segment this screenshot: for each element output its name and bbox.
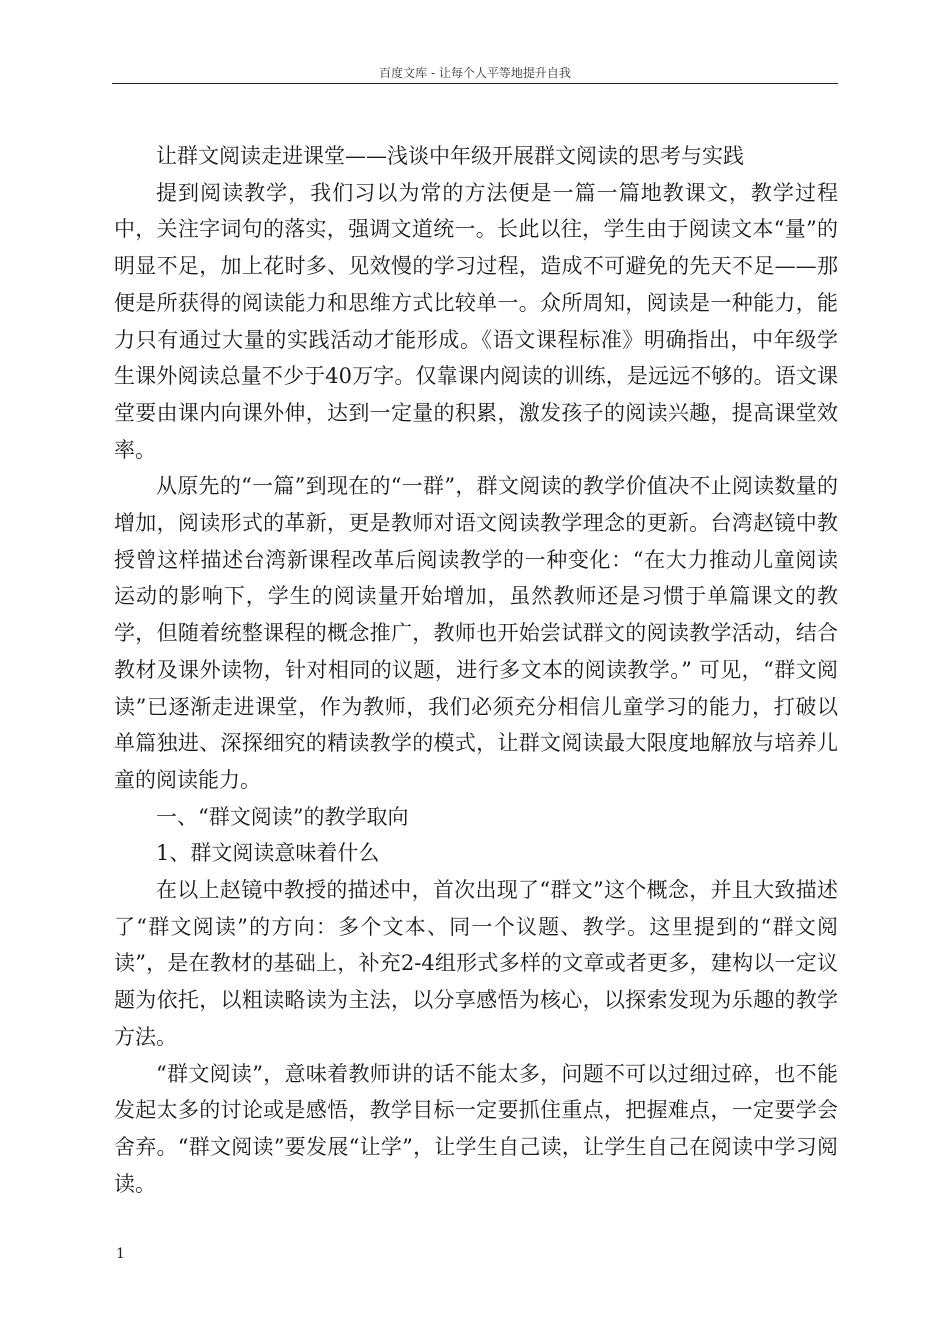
document-title: 让群文阅读走进课堂——浅谈中年级开展群文阅读的思考与实践	[156, 144, 744, 168]
document-body	[114, 138, 838, 1202]
paragraph: 在以上赵镜中教授的描述中，首次出现了“群文”这个概念，并且大致描述了“群文阅读”的方向：多个文本、同一个议题、教学。这里提到的“群文阅读”，是在教材的基础上，补充2-4组形式多样的文章或者更多，建构以一定议题为依托，以粗读略读为主法，以分享感悟为核心，以探索发现为乐趣的教学方法。	[114, 878, 838, 1049]
page-header: 百度文库 - 让每个人平等地提升自我	[379, 66, 571, 80]
header-divider	[112, 83, 838, 84]
paragraph: 从原先的“一篇”到现在的“一群”，群文阅读的教学价值决不止阅读数量的增加，阅读形式的革新，更是教师对语文阅读教学理念的更新。台湾赵镜中教授曾这样描述台湾新课程改革后阅读教学的一种变化：“在大力推动儿童阅读运动的影响下，学生的阅读量开始增加，虽然教师还是习惯于单篇课文的教学，但随着统整课程的概念推广，教师也开始尝试群文的阅读教学活动，结合教材及课外读物，针对相同的议题，进行多文本的阅读教学。” 可见，“群文阅读”已逐渐走进课堂，作为教师，我们必须充分相信儿童学习的能力，打破以单篇独进、深探细究的精读教学的模式，让群文阅读最大限度地解放与培养儿童的阅读能力。	[114, 474, 838, 792]
subsection-heading: 1、群文阅读意味着什么	[156, 841, 380, 866]
section-heading: 一、“群文阅读”的教学取向	[156, 804, 409, 829]
paragraph: “群文阅读”，意味着教师讲的话不能太多，问题不可以过细过碎，也不能发起太多的讨论或是感悟，教学目标一定要抓住重点，把握难点，一定要学会舍弃。“群文阅读”要发展“让学”，让学生自己读，让学生自己在阅读中学习阅读。	[114, 1061, 838, 1196]
page-number: 1	[116, 1246, 125, 1262]
paragraph: 提到阅读教学，我们习以为常的方法便是一篇一篇地教课文，教学过程中，关注字词句的落实，强调文道统一。长此以往，学生由于阅读文本“量”的明显不足，加上花时多、见效慢的学习过程，造成不可避免的先天不足——那便是所获得的阅读能力和思维方式比较单一。众所周知，阅读是一种能力，能力只有通过大量的实践活动才能形成。《语文课程标准》明确指出，中年级学生课外阅读总量不少于40万字。仅靠课内阅读的训练，是远远不够的。语文课堂要由课内向课外伸，达到一定量的积累，激发孩子的阅读兴趣，提高课堂效率。	[114, 180, 838, 462]
